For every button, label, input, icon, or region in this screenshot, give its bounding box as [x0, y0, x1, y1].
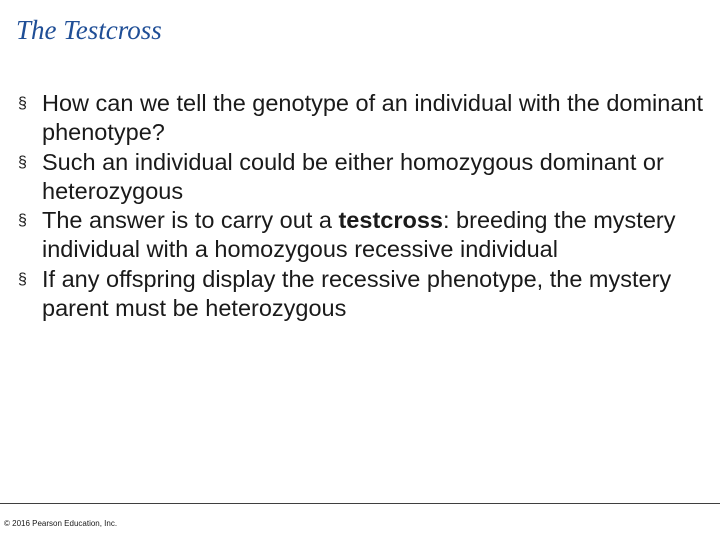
bullet-text: Such an individual could be either homozygous dominant or heterozygous: [42, 148, 664, 204]
bullet-marker-icon: §: [18, 212, 27, 230]
bullet-text: If any offspring display the recessive phenotype, the mystery parent must be heterozygous: [42, 265, 672, 322]
bullet-marker-icon: §: [18, 95, 27, 112]
bullet-marker-icon: §: [18, 270, 27, 288]
bullet-list: [18, 89, 708, 323]
bullet-text-before: The answer is to carry out a: [42, 207, 339, 234]
bullet-text: How can we tell the genotype of an individual with the dominant phenotype?: [42, 90, 704, 146]
bullet-text: [42, 207, 675, 262]
bullet-item: [18, 148, 708, 207]
bullet-text-after: : breeding the mystery individual with a homozygous recessive individual: [42, 207, 676, 263]
bullet-item: [18, 89, 708, 148]
bullet-marker-icon: §: [18, 153, 27, 171]
footer-divider: [0, 503, 720, 504]
copyright-notice: © 2016 Pearson Education, Inc.: [4, 519, 118, 528]
bullet-item: [18, 206, 708, 265]
bullet-item: [18, 265, 708, 324]
slide-title: The Testcross: [16, 15, 162, 45]
testcross-term: testcross: [338, 207, 443, 234]
